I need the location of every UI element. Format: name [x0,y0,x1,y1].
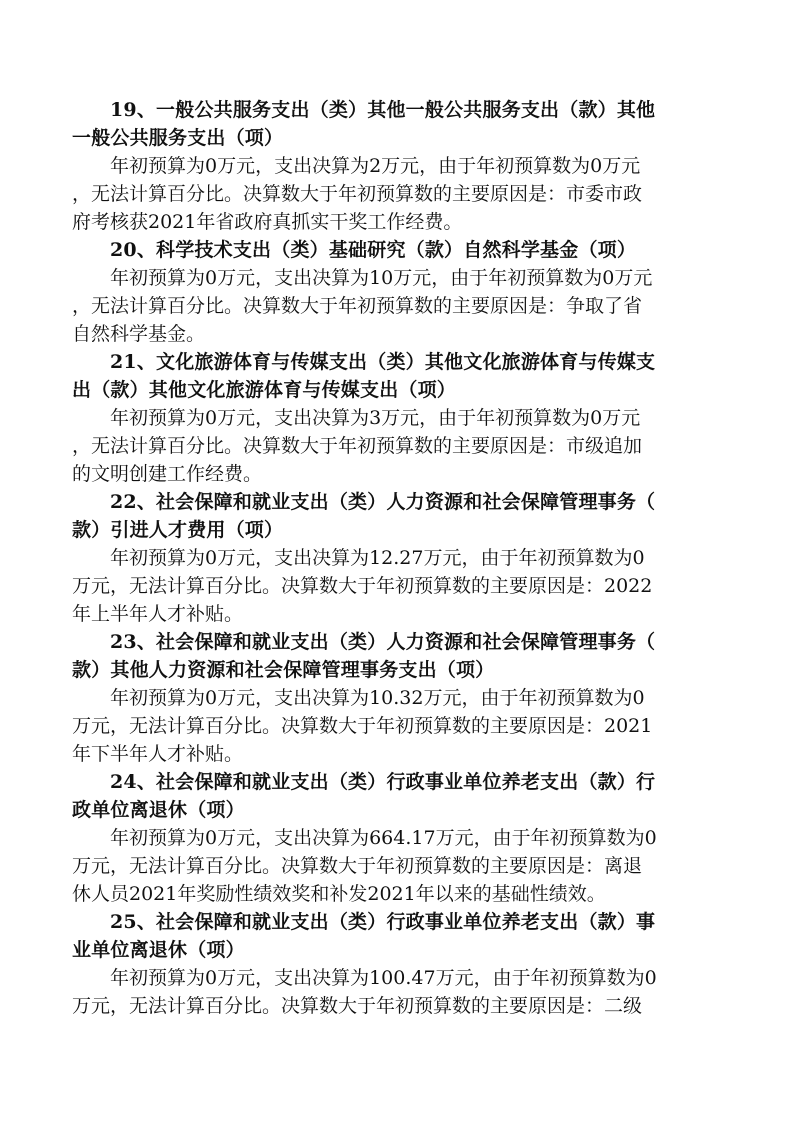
section-24 [72,768,724,908]
paragraph-line: 年初预算为0万元，支出决算为2万元，由于年初预算数为0万元 [110,155,641,177]
paragraph-line: 年初预算为0万元，支出决算为12.27万元，由于年初预算数为0 [110,547,645,569]
section-paragraph [72,684,724,768]
paragraph-line: 万元，无法计算百分比。决算数大于年初预算数的主要原因是：2021 [72,715,653,737]
section-heading [72,628,724,684]
heading-line: 21、文化旅游体育与传媒支出（类）其他文化旅游体育与传媒支 [110,351,656,373]
section-heading [72,768,724,824]
heading-line: 款）引进人才费用（项） [72,519,284,541]
paragraph-line: ，无法计算百分比。决算数大于年初预算数的主要原因是：市委市政 [72,183,643,205]
section-heading [72,908,724,964]
section-heading [72,236,724,264]
paragraph-line: 年初预算为0万元，支出决算为3万元，由于年初预算数为0万元 [110,407,641,429]
paragraph-line: 自然科学基金。 [72,323,206,345]
section-23 [72,628,724,768]
paragraph-line: 年上半年人才补贴。 [72,603,244,625]
paragraph-line: ，无法计算百分比。决算数大于年初预算数的主要原因是：争取了省 [72,295,643,317]
section-paragraph [72,824,724,908]
paragraph-line: 万元，无法计算百分比。决算数大于年初预算数的主要原因是：二级 [72,995,643,1017]
heading-line: 20、科学技术支出（类）基础研究（款）自然科学基金（项） [110,239,637,261]
section-paragraph [72,152,724,236]
heading-line: 出（款）其他文化旅游体育与传媒支出（项） [72,379,457,401]
document-body [72,96,724,1020]
paragraph-line: 年初预算为0万元，支出决算为10.32万元，由于年初预算数为0 [110,687,645,709]
section-21 [72,348,724,488]
paragraph-line: 的文明创建工作经费。 [72,463,263,485]
paragraph-line: 万元，无法计算百分比。决算数大于年初预算数的主要原因是：离退 [72,855,643,877]
paragraph-line: 年下半年人才补贴。 [72,743,244,765]
heading-line: 24、社会保障和就业支出（类）行政事业单位养老支出（款）行 [110,771,656,793]
section-22 [72,488,724,628]
section-paragraph [72,404,724,488]
paragraph-line: 休人员2021年奖励性绩效奖和补发2021年以来的基础性绩效。 [72,883,606,905]
heading-line: 22、社会保障和就业支出（类）人力资源和社会保障管理事务（ [110,491,656,513]
section-20 [72,236,724,348]
section-heading [72,488,724,544]
heading-line: 25、社会保障和就业支出（类）行政事业单位养老支出（款）事 [110,911,656,933]
section-19 [72,96,724,236]
heading-line: 政单位离退休（项） [72,799,245,821]
paragraph-line: ，无法计算百分比。决算数大于年初预算数的主要原因是：市级追加 [72,435,643,457]
paragraph-line: 年初预算为0万元，支出决算为10万元，由于年初预算数为0万元 [110,267,653,289]
section-paragraph [72,544,724,628]
section-paragraph [72,264,724,348]
paragraph-line: 万元，无法计算百分比。决算数大于年初预算数的主要原因是：2022 [72,575,653,597]
paragraph-line: 府考核获2021年省政府真抓实干奖工作经费。 [72,211,463,233]
section-paragraph [72,964,724,1020]
section-heading [72,96,724,152]
section-25 [72,908,724,1020]
section-heading [72,348,724,404]
heading-line: 业单位离退休（项） [72,939,245,961]
heading-line: 19、一般公共服务支出（类）其他一般公共服务支出（款）其他 [110,99,656,121]
paragraph-line: 年初预算为0万元，支出决算为664.17万元，由于年初预算数为0 [110,827,657,849]
heading-line: 一般公共服务支出（项） [72,127,284,149]
heading-line: 款）其他人力资源和社会保障管理事务支出（项） [72,659,495,681]
heading-line: 23、社会保障和就业支出（类）人力资源和社会保障管理事务（ [110,631,656,653]
paragraph-line: 年初预算为0万元，支出决算为100.47万元，由于年初预算数为0 [110,967,657,989]
